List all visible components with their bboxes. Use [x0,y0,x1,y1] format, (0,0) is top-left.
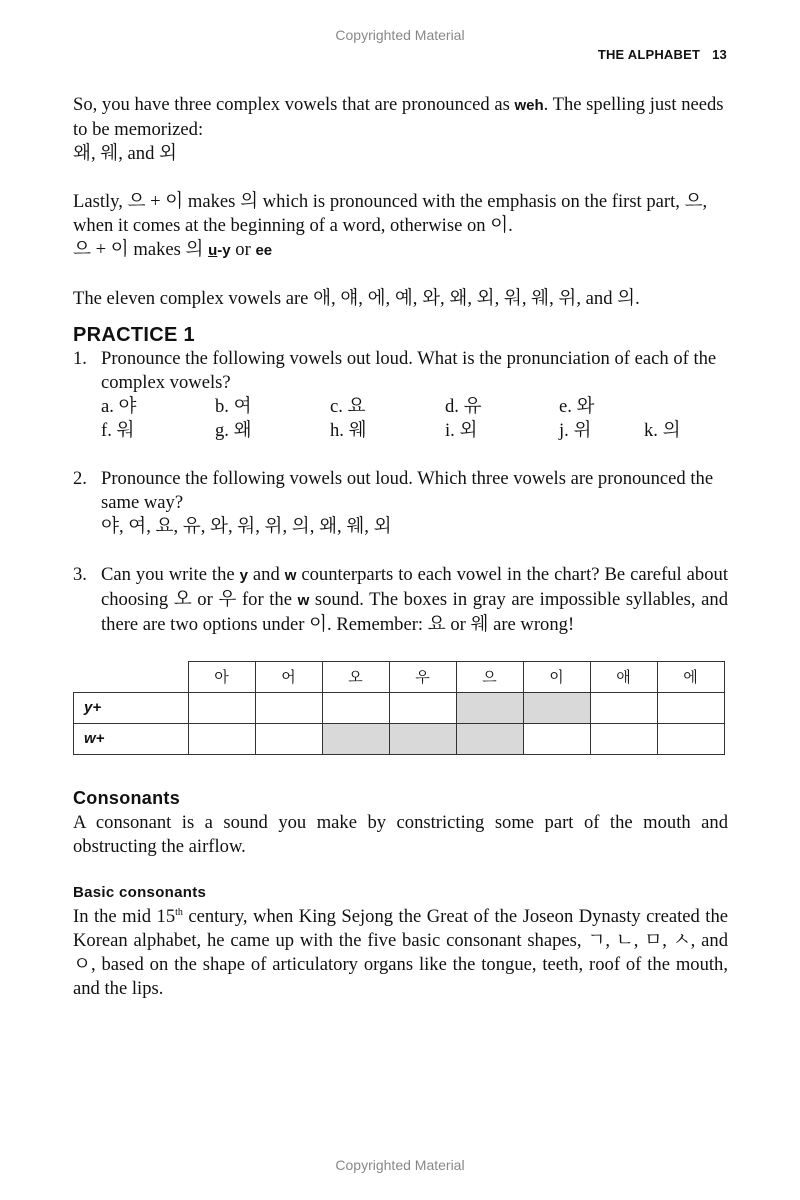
q3-text-1: Can you write the [101,564,240,585]
chart-column-header: 으 [456,662,523,693]
chart-cell-impossible [523,693,590,724]
basic-text-a: In the mid 15 [73,906,176,927]
question-2 [73,467,728,539]
q3-text-3: counterparts to each vowel in the chart? Be careful about choosing 오 or 우 for the [101,564,728,610]
para2-ee: ee [255,242,273,259]
copyright-header: Copyrighted Material [335,27,465,43]
chart-cell-blank[interactable] [657,693,724,724]
chart-row-label: w+ [74,724,189,755]
para1-text-a: So, you have three complex vowels that are pronounced as [73,94,515,115]
chapter-title: THE ALPHABET [597,47,701,62]
chart-cell-blank[interactable] [590,724,657,755]
question-1-text: Pronounce the following vowels out loud. What is the pronunciation of each of the complex vowels? [101,348,717,393]
chart-cell-blank[interactable] [255,693,322,724]
paragraph-ui [73,190,728,263]
chart-cell-blank[interactable] [188,724,255,755]
basic-text-b: century, when King Sejong the Great of the Joseon Dynasty created the Korean alphabet, he came up with the five basic consonant shapes, ㄱ, ㄴ, ㅁ, ㅅ, and ㅇ, based on the shape of articulatory organs like the tongue, teeth, roof of the mouth, and the lips. [73,906,728,999]
option-item: e. 와 [559,396,595,417]
option-item: k. 의 [644,420,681,441]
option-item: i. 외 [445,420,478,441]
option-item: a. 야 [101,396,137,417]
question-3-number: 3. [73,564,87,585]
option-item: b. 여 [215,396,252,417]
option-item [644,395,724,419]
chart-column-header: 어 [255,662,322,693]
option-item: h. 웨 [330,420,367,441]
para2-line1: Lastly, 으 + 이 makes 의 which is pronounced with the emphasis on the first part, 으, when it comes at the beginning of a word, otherwise on 이. [73,191,708,236]
chart-column-header: 오 [322,662,389,693]
question-2-text: Pronounce the following vowels out loud. Which three vowels are pronounced the same way? [101,468,714,513]
chart-column-header: 우 [389,662,456,693]
chart-cell-impossible [322,724,389,755]
chart-column-header: 애 [590,662,657,693]
q3-y: y [239,567,248,584]
weh-vowel-list: 왜, 웨, and 외 [73,143,177,164]
chart-cell-blank[interactable] [523,724,590,755]
chart-cell-blank[interactable] [188,693,255,724]
para2-line2-a: 으 + 이 makes 의 [73,239,209,260]
consonants-paragraph: A consonant is a sound you make by constricting some part of the mouth and obstructing the airflow. [73,812,728,857]
chart-cell-impossible [389,724,456,755]
chart-cell-impossible [456,724,523,755]
chart-column-header: 에 [657,662,724,693]
chart-row-label: y+ [74,693,189,724]
chart-cell-blank[interactable] [389,693,456,724]
copyright-footer: Copyrighted Material [335,1157,465,1173]
basic-sup: th [175,906,183,918]
chart-column-header: 이 [523,662,590,693]
para2-or: or [230,239,256,260]
practice-title: PRACTICE 1 [73,324,195,346]
chart-row [74,693,725,724]
chart-cell-blank[interactable] [657,724,724,755]
chart-cell-blank[interactable] [590,693,657,724]
question-1 [73,347,728,443]
option-item: c. 요 [330,396,366,417]
para1-text-b: . The spelling just needs to be memorized: [73,94,724,140]
para2-y: -y [217,242,231,259]
question-3-text [101,563,728,637]
chart-cell-impossible [456,693,523,724]
q3-w2: w [297,592,310,609]
option-item: f. 워 [101,420,135,441]
running-head [598,47,727,62]
option-item: j. 위 [559,420,592,441]
chart-corner [74,662,189,693]
q3-text-4: sound. The boxes in gray are impossible syllables, and there are two options under 이. Remember: 요 or 웨 are wrong! [101,589,729,635]
q3-text-2: and [247,564,285,585]
weh-bold: weh [514,97,544,114]
q3-w: w [284,567,297,584]
chart-column-header: 아 [188,662,255,693]
basic-consonants-heading: Basic consonants [73,884,207,901]
option-item: d. 유 [445,396,482,417]
consonants-heading: Consonants [73,788,181,808]
question-3 [73,563,728,637]
chart-cell-blank[interactable] [255,724,322,755]
paragraph-complex-weh [73,93,728,166]
question-1-options [101,395,728,443]
page-body [73,93,728,1001]
paragraph-eleven-vowels: The eleven complex vowels are 애, 얘, 에, 예, 와, 왜, 외, 워, 웨, 위, and 의. [73,288,640,309]
chart-cell-blank[interactable] [322,693,389,724]
page-number: 13 [712,47,727,62]
option-item: g. 왜 [215,420,252,441]
question-1-number: 1. [73,348,87,369]
chart-row [74,724,725,755]
question-2-number: 2. [73,468,87,489]
vowel-chart [73,661,725,755]
basic-consonants-paragraph [73,905,728,1001]
para2-u: u [208,242,218,259]
question-2-vowel-list: 야, 여, 요, 유, 와, 워, 위, 의, 왜, 웨, 외 [101,516,392,537]
